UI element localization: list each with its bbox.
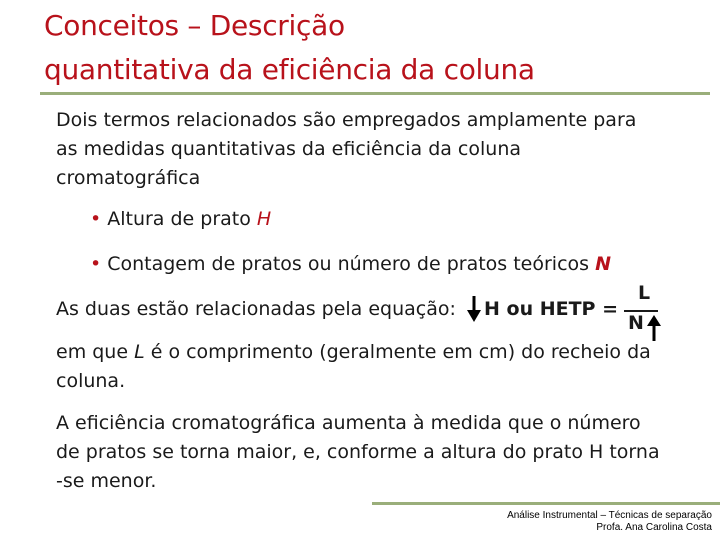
footer-divider bbox=[372, 502, 720, 505]
bullet-marker: • bbox=[90, 208, 102, 230]
bullet-plate-height bbox=[90, 205, 710, 234]
equation-lhs: H ou HETP = bbox=[484, 298, 619, 320]
conclusion-line-3: -se menor. bbox=[56, 470, 157, 492]
explanation-part-2: é o comprimento (geralmente em cm) do recheio da bbox=[144, 341, 651, 363]
bullet-marker: • bbox=[90, 253, 102, 275]
intro-paragraph bbox=[56, 106, 696, 193]
intro-line-2: as medidas quantitativas da eficiência da coluna bbox=[56, 138, 522, 160]
bullet-text: Altura de prato bbox=[107, 208, 257, 230]
title-line-2: quantitativa da eficiência da coluna bbox=[44, 53, 535, 86]
conclusion-line-1: A eficiência cromatográfica aumenta à medida que o número bbox=[56, 412, 641, 434]
intro-line-1: Dois termos relacionados são empregados amplamente para bbox=[56, 109, 637, 131]
explanation-line-1 bbox=[56, 338, 696, 367]
footer-course: Análise Instrumental – Técnicas de separação bbox=[507, 510, 712, 521]
title-divider bbox=[40, 92, 710, 95]
bullet-symbol: N bbox=[595, 253, 611, 275]
explanation-part-1: em que bbox=[56, 341, 135, 363]
footer-author: Profa. Ana Carolina Costa bbox=[596, 522, 712, 533]
bullet-text: Contagem de pratos ou número de pratos teóricos bbox=[107, 253, 596, 275]
conclusion-line-2: de pratos se torna maior, e, conforme a altura do prato H torna bbox=[56, 441, 660, 463]
arrow-down-icon bbox=[466, 294, 482, 329]
footer bbox=[507, 510, 712, 534]
slide-title bbox=[44, 4, 684, 92]
bullet-plate-count bbox=[90, 250, 710, 279]
conclusion-paragraph bbox=[56, 409, 696, 496]
equation-numerator: L bbox=[638, 282, 651, 304]
equation-denominator: N bbox=[628, 312, 644, 334]
intro-line-3: cromatográfica bbox=[56, 167, 201, 189]
explanation-paragraph bbox=[56, 338, 696, 396]
explanation-variable: L bbox=[134, 341, 145, 363]
equation-lead: As duas estão relacionadas pela equação: bbox=[56, 298, 456, 320]
title-line-1: Conceitos – Descrição bbox=[44, 9, 345, 42]
equation-row bbox=[56, 282, 696, 334]
bullet-symbol: H bbox=[256, 208, 272, 230]
explanation-line-2: coluna. bbox=[56, 370, 126, 392]
